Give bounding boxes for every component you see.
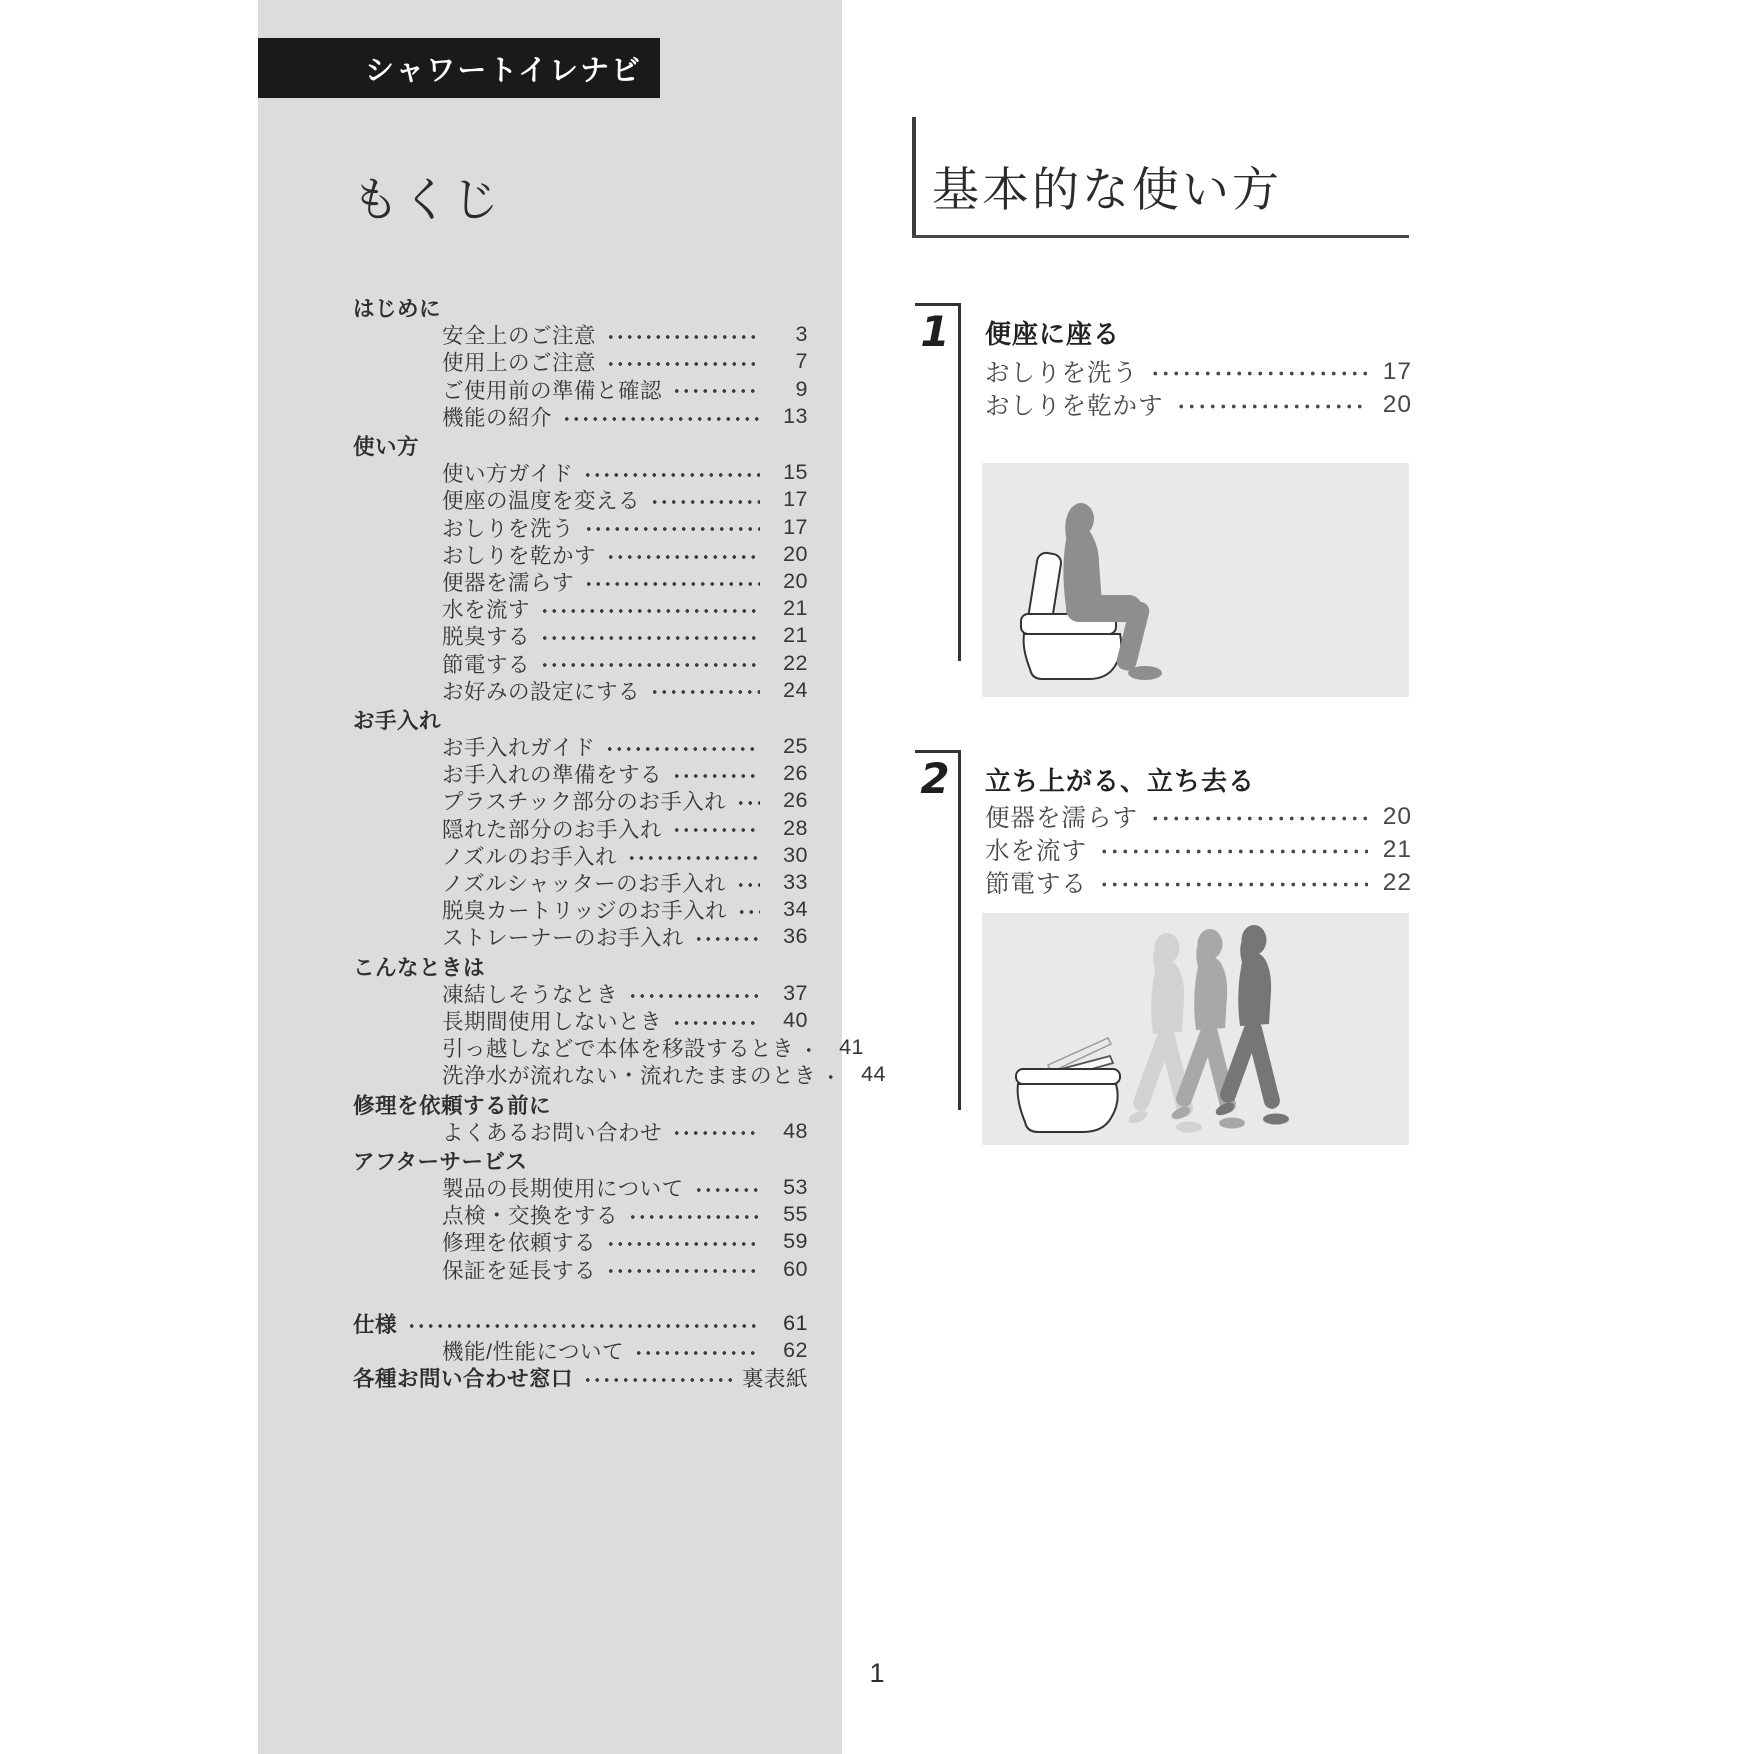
toc-entry-label: 使い方 xyxy=(353,435,420,460)
step-title: 立ち上がる、立ち去る xyxy=(985,766,1256,796)
toc-entry-label: 安全上のご注意 xyxy=(442,324,597,349)
step-2-block xyxy=(912,750,1410,1145)
step-1-block xyxy=(912,303,1410,700)
toc-row[interactable] xyxy=(353,622,808,649)
toc-entry-label: こんなときは xyxy=(353,955,486,980)
toc-entry-page: 61 xyxy=(783,1310,808,1335)
step-link-label: 便器を濡らす xyxy=(985,805,1138,832)
dot-leader xyxy=(584,514,760,541)
step-link-page: 21 xyxy=(1382,835,1412,863)
dot-leader xyxy=(736,869,760,896)
toc-entry-label: プラスチック部分のお手入れ xyxy=(442,790,727,815)
toc-row xyxy=(353,1147,808,1174)
dot-leader xyxy=(627,842,760,869)
toc-row[interactable] xyxy=(353,568,808,595)
toc-entry-label: ストレーナーのお手入れ xyxy=(442,926,685,951)
toc-entry-label: ノズルシャッターのお手入れ xyxy=(442,872,727,897)
toc-entry-page: 30 xyxy=(783,842,808,867)
toc-entry-page: 9 xyxy=(795,376,808,401)
toc-entry-label: 機能/性能について xyxy=(442,1340,625,1365)
dot-leader xyxy=(672,815,760,842)
dot-leader xyxy=(694,923,760,950)
dot-leader xyxy=(672,376,760,403)
toc-entry-page: 25 xyxy=(783,734,808,759)
toc-entry-label: 節電する xyxy=(442,652,531,677)
toc-entry-page: 26 xyxy=(783,761,808,786)
step-link-label: 節電する xyxy=(985,871,1087,898)
toc-entry-page: 26 xyxy=(783,788,808,813)
step-links xyxy=(985,800,1412,899)
step-link-page: 22 xyxy=(1382,868,1412,896)
dot-leader xyxy=(407,1310,760,1337)
toc-entry-page: 62 xyxy=(783,1338,808,1363)
toc-row[interactable] xyxy=(353,541,808,568)
dot-leader xyxy=(583,1364,734,1391)
manual-nav-badge xyxy=(258,38,660,98)
toc-entry-page: 53 xyxy=(783,1175,808,1200)
toc-row xyxy=(353,1090,808,1117)
step-link-row[interactable] xyxy=(985,355,1412,388)
toc-row[interactable] xyxy=(353,923,808,950)
toc-entry-page: 7 xyxy=(795,349,808,374)
toc-entry-page: 17 xyxy=(783,487,808,512)
table-of-contents xyxy=(353,292,887,1392)
toc-entry-page: 44 xyxy=(861,1062,887,1087)
step-vertical-rule xyxy=(958,750,961,1110)
step-link-label: おしりを洗う xyxy=(985,360,1138,387)
toc-entry-page: 28 xyxy=(783,815,808,840)
toc-row[interactable] xyxy=(353,787,808,814)
toc-row[interactable] xyxy=(353,869,808,896)
toc-entry-label: おしりを乾かす xyxy=(442,543,597,568)
dot-leader xyxy=(540,595,760,622)
toc-row[interactable] xyxy=(353,733,808,760)
section-heading-tick xyxy=(912,117,916,237)
toc-row[interactable] xyxy=(353,842,808,869)
toc-entry-label: お手入れの準備をする xyxy=(442,763,663,788)
dot-leader xyxy=(540,622,760,649)
step-number: 1 xyxy=(920,307,950,356)
person-sitting-on-toilet-icon xyxy=(982,463,1409,697)
dot-leader xyxy=(650,677,760,704)
toc-entry-label: お手入れ xyxy=(353,708,442,733)
dot-leader xyxy=(540,649,760,676)
dot-leader xyxy=(672,760,760,787)
step-link-row[interactable] xyxy=(985,388,1412,421)
toc-entry-label: 製品の長期使用について xyxy=(442,1177,684,1202)
toc-entry-label: 修理を依頼する xyxy=(442,1231,597,1256)
toc-row[interactable] xyxy=(353,486,808,513)
dot-leader xyxy=(634,1337,760,1364)
toc-entry-label: 修理を依頼する前に xyxy=(353,1093,552,1118)
toc-entry-page: 21 xyxy=(783,596,808,621)
toc-row[interactable] xyxy=(353,321,808,348)
toc-row[interactable] xyxy=(353,514,808,541)
toc-entry-label: 各種お問い合わせ窓口 xyxy=(353,1367,574,1392)
toc-entry-label: はじめに xyxy=(353,297,442,322)
toc-row[interactable] xyxy=(353,760,808,787)
step-link-page: 20 xyxy=(1382,802,1412,830)
toc-row[interactable] xyxy=(353,1337,808,1364)
step-title: 便座に座る xyxy=(985,319,1121,349)
toc-entry-label: 凍結しそうなとき xyxy=(442,982,619,1007)
toc-entry-label: 脱臭する xyxy=(442,625,531,650)
dot-leader xyxy=(628,1201,760,1228)
toc-entry-page: 20 xyxy=(783,541,808,566)
toc-entry-page: 37 xyxy=(783,980,808,1005)
toc-entry-label: お手入れガイド xyxy=(442,736,596,761)
section-heading-rule xyxy=(912,235,1409,238)
toc-row xyxy=(353,706,808,733)
dot-leader xyxy=(826,1061,838,1088)
step-link-page: 20 xyxy=(1382,390,1412,418)
step-link-page: 17 xyxy=(1382,357,1412,385)
toc-row[interactable] xyxy=(353,1364,808,1391)
step-link-row[interactable] xyxy=(985,833,1412,866)
toc-row[interactable] xyxy=(353,649,808,676)
toc-entry-page: 裏表紙 xyxy=(741,1367,808,1392)
toc-entry-page: 48 xyxy=(783,1118,808,1143)
people-walking-away-from-toilet-icon xyxy=(982,913,1409,1145)
step-link-row[interactable] xyxy=(985,866,1412,899)
toc-title: もくじ xyxy=(352,173,502,226)
toc-row xyxy=(353,432,808,459)
step-link-label: おしりを乾かす xyxy=(985,393,1164,420)
toc-entry-page: 22 xyxy=(783,650,808,675)
dot-leader xyxy=(736,787,760,814)
toc-row[interactable] xyxy=(353,376,808,403)
toc-entry-label: 引っ越しなどで本体を移設するとき xyxy=(442,1037,795,1062)
dot-leader xyxy=(583,459,760,486)
toc-entry-label: 保証を延長する xyxy=(442,1258,597,1283)
toc-row[interactable] xyxy=(353,896,808,923)
dot-leader xyxy=(628,980,760,1007)
toc-row[interactable] xyxy=(353,1007,808,1034)
toc-entry-label: 点検・交換をする xyxy=(442,1204,619,1229)
toc-row[interactable] xyxy=(353,1201,808,1228)
step-number-top-rule xyxy=(915,750,959,753)
manual-nav-badge-label: シャワートイレナビ xyxy=(365,54,642,87)
toc-entry-page: 60 xyxy=(783,1256,808,1281)
people-walking-away-illustration xyxy=(982,913,1409,1145)
toc-entry-label: 使用上のご注意 xyxy=(442,351,597,376)
dot-leader xyxy=(737,896,760,923)
section-title: 基本的な使い方 xyxy=(932,163,1282,216)
page-number: 1 xyxy=(869,1658,885,1688)
toc-entry-page: 17 xyxy=(783,514,808,539)
toc-row xyxy=(353,294,808,321)
toc-row[interactable] xyxy=(353,1174,808,1201)
toc-row[interactable] xyxy=(353,595,808,622)
step-link-row[interactable] xyxy=(985,800,1412,833)
toc-row[interactable] xyxy=(353,459,808,486)
toc-row xyxy=(353,953,808,980)
toc-row[interactable] xyxy=(353,815,808,842)
step-number-top-rule xyxy=(915,303,959,306)
dot-leader xyxy=(804,1034,816,1061)
dot-leader xyxy=(1150,800,1368,833)
dot-leader xyxy=(650,486,760,513)
dot-leader xyxy=(672,1118,760,1145)
toc-entry-page: 36 xyxy=(783,924,808,949)
toc-row[interactable] xyxy=(353,980,808,1007)
toc-entry-label: アフターサービス xyxy=(353,1149,528,1174)
dot-leader xyxy=(672,1007,760,1034)
dot-leader xyxy=(606,541,760,568)
step-link-label: 水を流す xyxy=(985,838,1087,865)
toc-entry-label: 洗浄水が流れない・流れたままのとき xyxy=(442,1064,817,1089)
toc-row[interactable] xyxy=(353,403,808,430)
toc-row[interactable] xyxy=(353,1310,808,1337)
toc-entry-page: 40 xyxy=(783,1007,808,1032)
toc-entry-label: 隠れた部分のお手入れ xyxy=(442,817,663,842)
toc-entry-page: 33 xyxy=(783,870,808,895)
toc-entry-page: 55 xyxy=(783,1202,808,1227)
toc-entry-page: 3 xyxy=(795,322,808,347)
toc-row[interactable] xyxy=(353,348,808,375)
toc-row[interactable] xyxy=(353,1256,808,1283)
dot-leader xyxy=(1176,388,1369,421)
dot-leader xyxy=(606,1228,760,1255)
toc-entry-page: 20 xyxy=(783,568,808,593)
toc-entry-label: おしりを洗う xyxy=(442,516,575,541)
toc-entry-label: 便器を濡らす xyxy=(442,570,575,595)
toc-row[interactable] xyxy=(353,1034,865,1062)
toc-entry-page: 41 xyxy=(839,1035,865,1060)
toc-entry-label: 脱臭カートリッジのお手入れ xyxy=(442,899,728,924)
toc-entry-page: 24 xyxy=(783,677,808,702)
toc-row[interactable] xyxy=(353,677,808,704)
dot-leader xyxy=(1099,833,1368,866)
dot-leader xyxy=(606,348,760,375)
dot-leader xyxy=(606,1256,760,1283)
dot-leader xyxy=(1150,355,1368,388)
toc-entry-label: ノズルのお手入れ xyxy=(442,844,618,869)
toc-entry-label: 仕様 xyxy=(353,1312,398,1337)
dot-leader xyxy=(606,321,760,348)
toc-entry-page: 21 xyxy=(783,623,808,648)
dot-leader xyxy=(694,1174,760,1201)
toc-entry-label: 長期間使用しないとき xyxy=(442,1009,663,1034)
toc-entry-label: よくあるお問い合わせ xyxy=(442,1120,663,1145)
dot-leader xyxy=(562,403,760,430)
step-number: 2 xyxy=(920,754,950,803)
toc-entry-label: お好みの設定にする xyxy=(442,679,641,704)
toc-entry-page: 59 xyxy=(783,1229,808,1254)
toc-row[interactable] xyxy=(353,1228,808,1255)
toc-entry-label: ご使用前の準備と確認 xyxy=(442,378,663,403)
step-vertical-rule xyxy=(958,303,961,661)
dot-leader xyxy=(584,568,760,595)
toc-entry-label: 便座の温度を変える xyxy=(442,489,641,514)
toc-entry-page: 13 xyxy=(783,403,808,428)
toc-row[interactable] xyxy=(353,1118,808,1145)
dot-leader xyxy=(1099,866,1368,899)
person-sitting-on-toilet-illustration xyxy=(982,463,1409,697)
toc-row[interactable] xyxy=(353,1061,887,1089)
toc-entry-page: 15 xyxy=(783,460,808,485)
toc-entry-label: 水を流す xyxy=(442,598,531,623)
step-links xyxy=(985,355,1412,421)
toc-entry-label: 機能の紹介 xyxy=(442,405,553,430)
toc-entry-label: 使い方ガイド xyxy=(442,462,574,487)
toc-entry-page: 34 xyxy=(783,897,808,922)
dot-leader xyxy=(605,733,760,760)
